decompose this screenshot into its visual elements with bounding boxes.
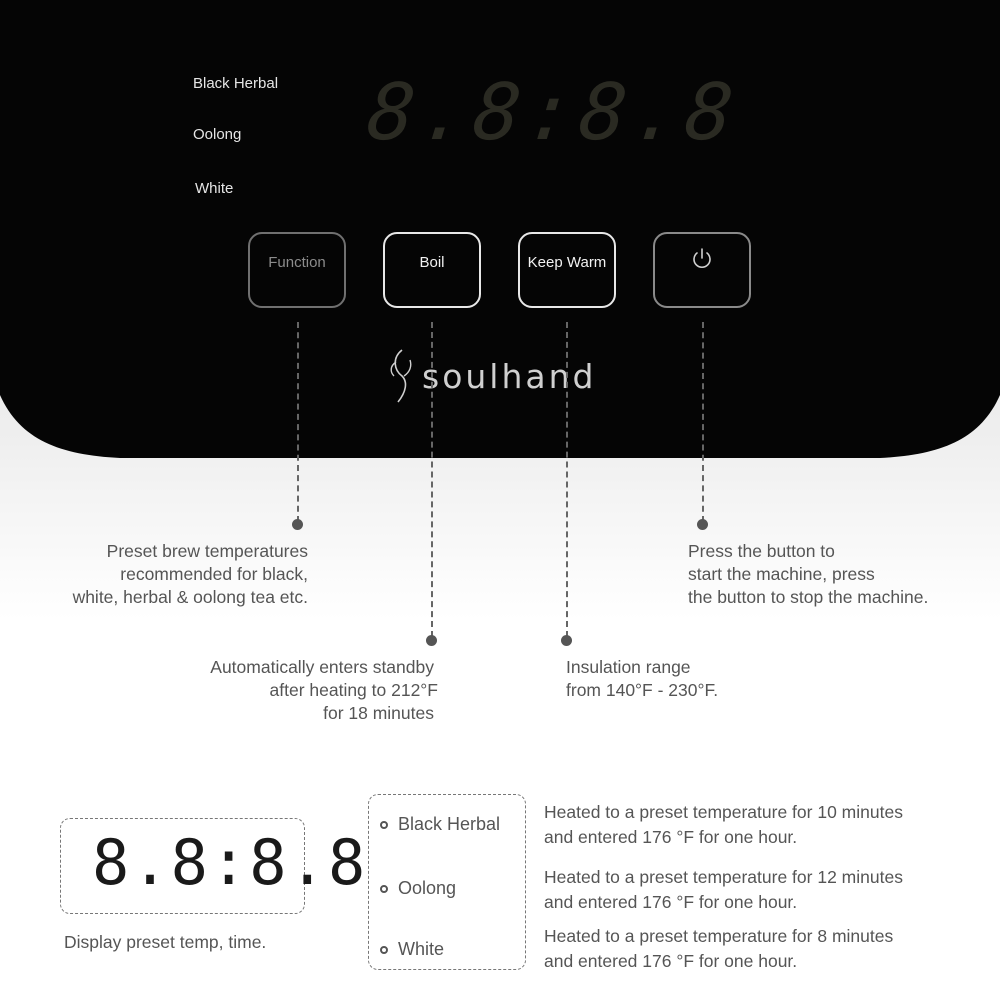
function-leader-line bbox=[297, 322, 299, 522]
leaf-logo-icon bbox=[386, 346, 416, 406]
boil-annotation: Automatically enters standby after heating to 212°F for 18 minutes bbox=[210, 657, 438, 723]
keep-warm-button[interactable]: Keep Warm bbox=[518, 232, 616, 308]
mode-desc-black-herbal: Heated to a preset temperature for 10 minutes and entered 176 °F for one hour. bbox=[544, 802, 903, 847]
mode-legend-oolong: Oolong bbox=[380, 878, 456, 899]
segment-display: 8.8:8.8 bbox=[363, 68, 744, 158]
function-leader-dot bbox=[292, 519, 303, 530]
mode-label-white: White bbox=[195, 180, 234, 197]
control-panel bbox=[0, 0, 1000, 470]
keep-warm-leader-dot bbox=[561, 635, 572, 646]
brand-name: soulhand bbox=[422, 356, 597, 396]
function-annotation: Preset brew temperatures recommended for black, white, herbal & oolong tea etc. bbox=[72, 541, 308, 607]
boil-leader-dot bbox=[426, 635, 437, 646]
bullet-ring-icon bbox=[380, 885, 388, 893]
boil-button[interactable]: Boil bbox=[383, 232, 481, 308]
function-button[interactable]: Function bbox=[248, 232, 346, 308]
power-button[interactable] bbox=[653, 232, 751, 308]
mode-desc-oolong: Heated to a preset temperature for 12 minutes and entered 176 °F for one hour. bbox=[544, 867, 903, 912]
mode-legend-white: White bbox=[380, 939, 444, 960]
keep-warm-leader-line bbox=[566, 322, 568, 637]
power-annotation: Press the button to start the machine, press the button to stop the machine. bbox=[688, 541, 929, 607]
mode-label-black-herbal: Black Herbal bbox=[193, 75, 279, 92]
power-leader-dot bbox=[697, 519, 708, 530]
bullet-ring-icon bbox=[380, 946, 388, 954]
display-legend-caption: Display preset temp, time. bbox=[64, 932, 267, 952]
mode-desc-white: Heated to a preset temperature for 8 minutes and entered 176 °F for one hour. bbox=[544, 926, 894, 971]
bullet-ring-icon bbox=[380, 821, 388, 829]
brand-logo bbox=[386, 346, 596, 406]
mode-legend-black-herbal: Black Herbal bbox=[380, 814, 500, 835]
display-legend-digits: 8.8:8.8 bbox=[92, 826, 368, 899]
power-leader-line bbox=[702, 322, 704, 522]
boil-leader-line bbox=[431, 322, 433, 637]
power-icon bbox=[689, 246, 715, 272]
mode-label-oolong: Oolong bbox=[193, 126, 242, 143]
keep-warm-annotation: Insulation range from 140°F - 230°F. bbox=[566, 657, 719, 700]
